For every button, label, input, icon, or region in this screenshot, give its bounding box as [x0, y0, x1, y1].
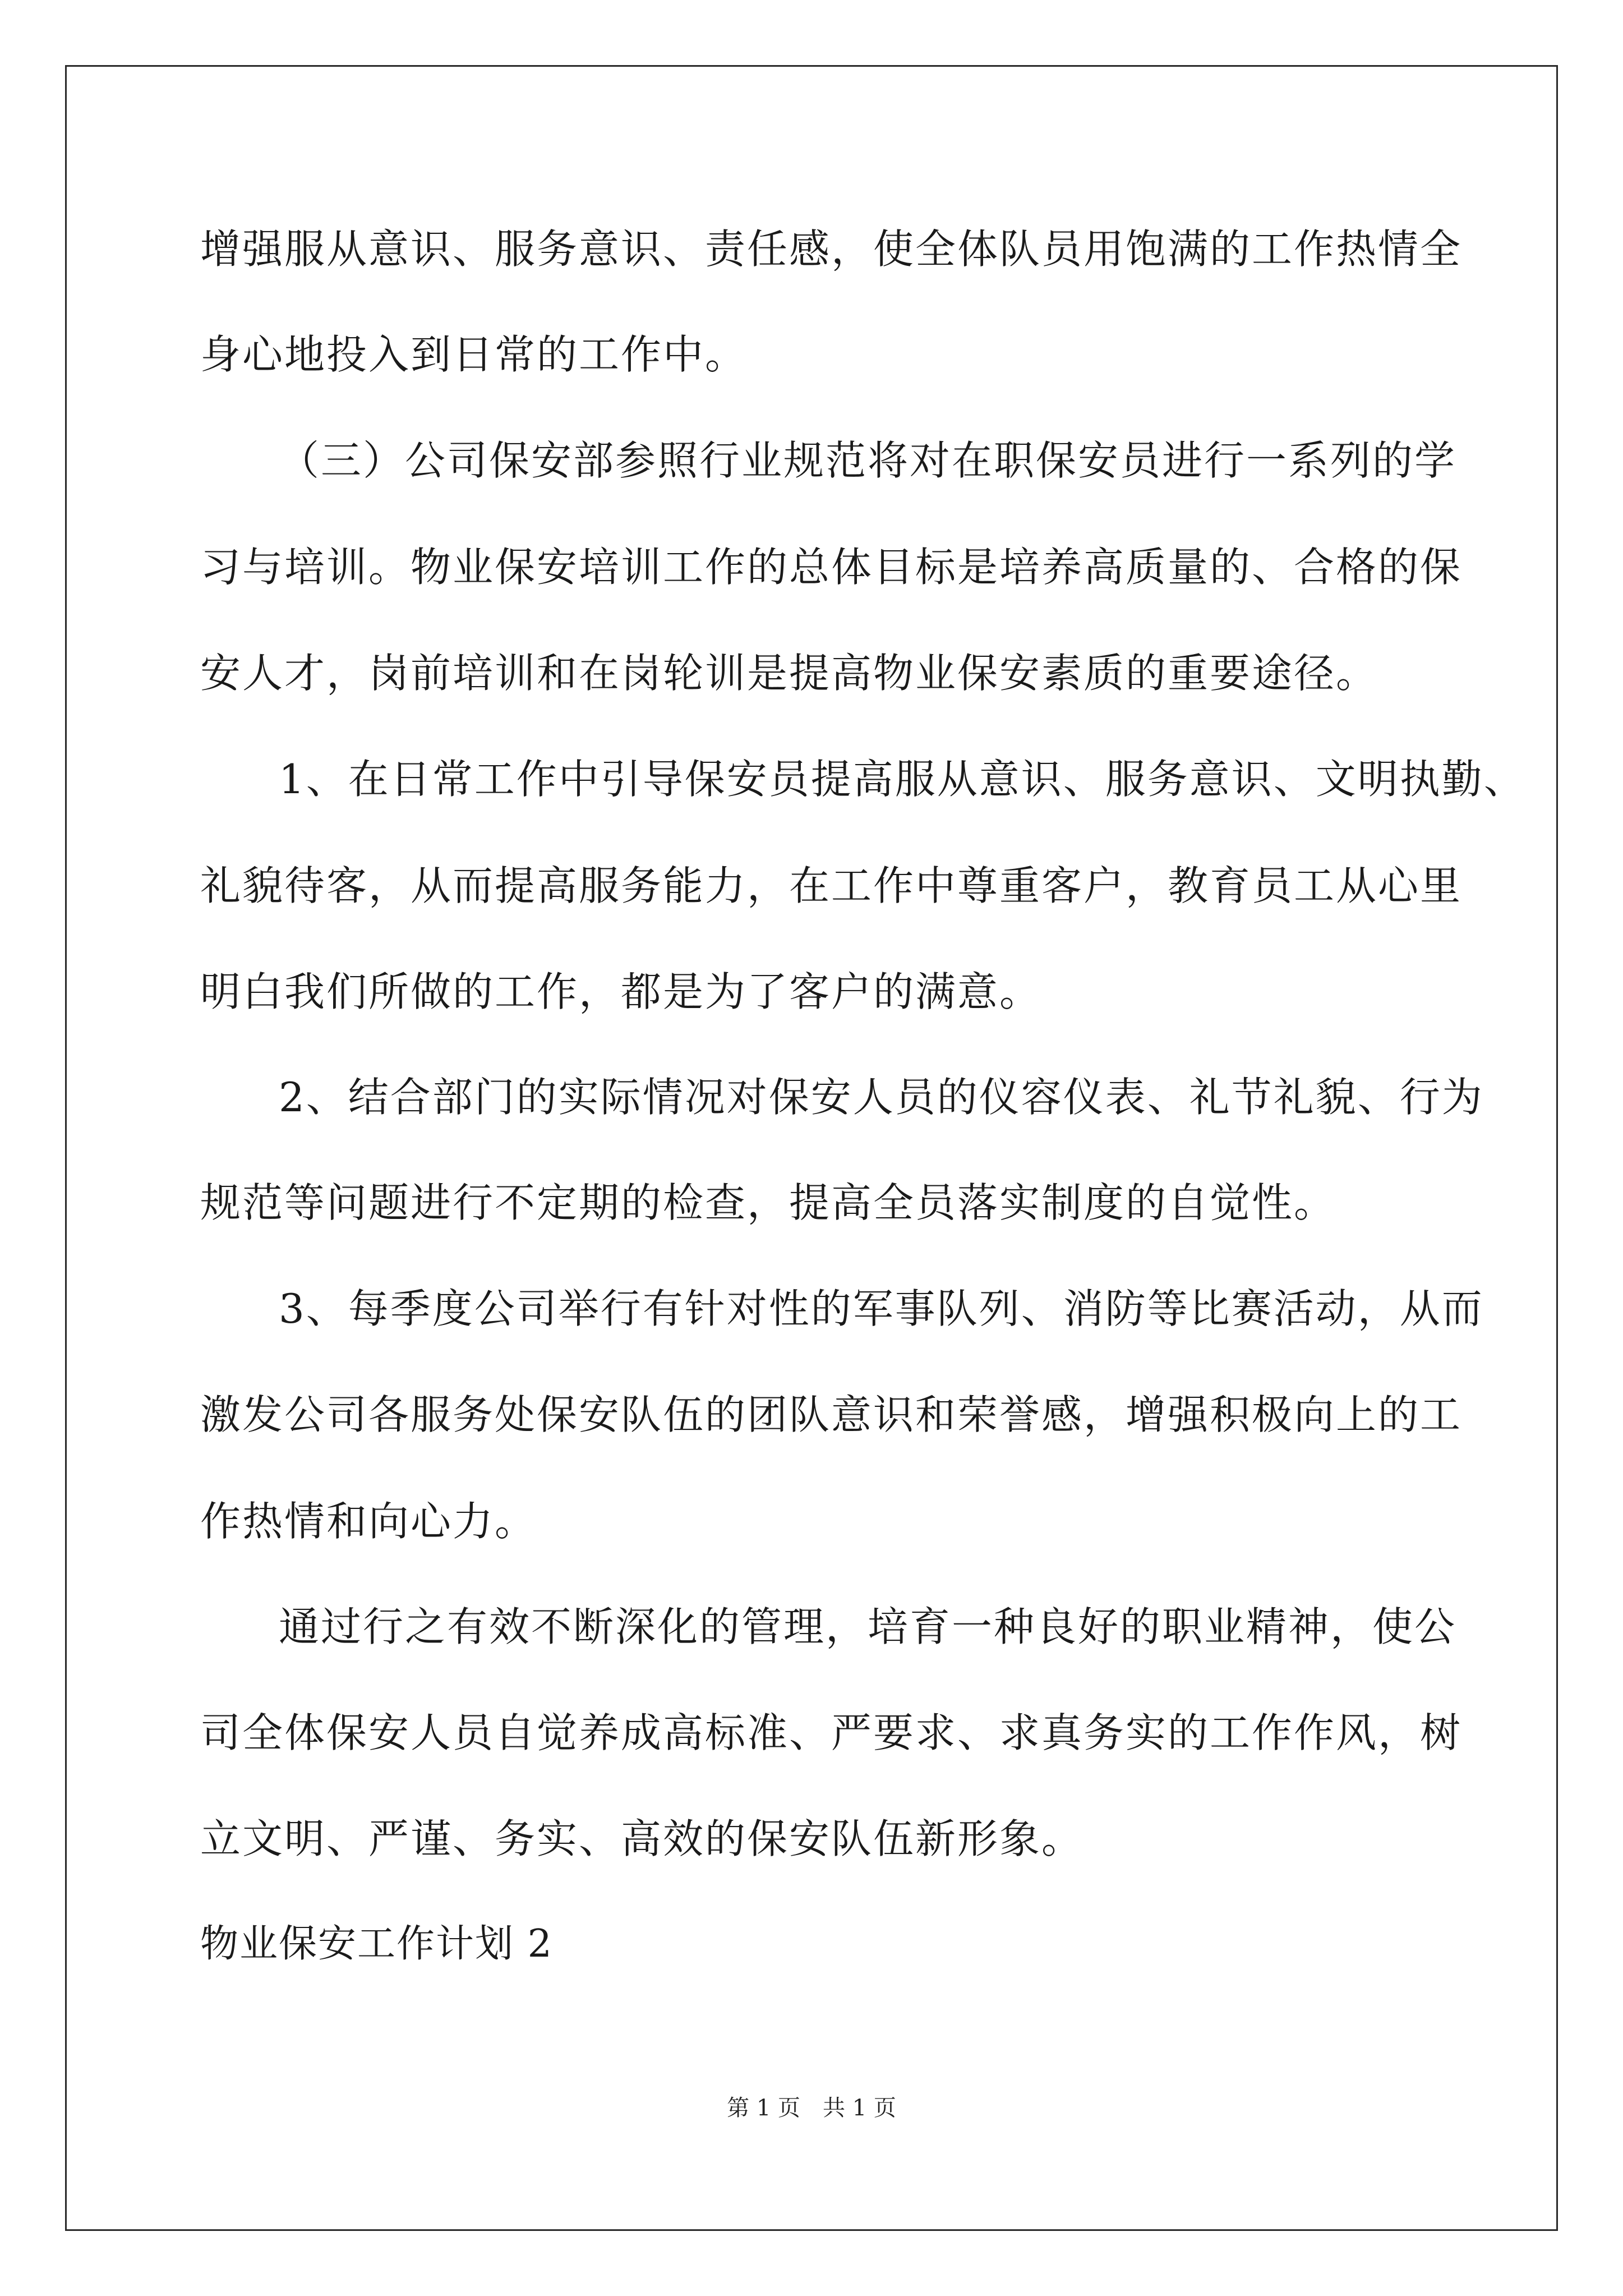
- paragraph-6-line-3: 立文明、严谨、务实、高效的保安队伍新形象。: [200, 1815, 1084, 1862]
- paragraph-3-line-3: 明白我们所做的工作，都是为了客户的满意。: [200, 968, 1042, 1015]
- paragraph-1-line-2: 身心地投入到日常的工作中。: [200, 331, 748, 378]
- page-border: [65, 65, 1558, 2231]
- page-number-footer: 第 1 页 共 1 页: [727, 2095, 896, 2121]
- paragraph-4-line-2: 规范等问题进行不定期的检查，提高全员落实制度的自觉性。: [200, 1179, 1336, 1226]
- paragraph-3-line-1: 1、在日常工作中引导保安员提高服从意识、服务意识、文明执勤、: [279, 756, 1526, 803]
- paragraph-2-line-1: （三）公司保安部参照行业规范将对在职保安员进行一系列的学: [279, 437, 1457, 484]
- paragraph-5-line-3: 作热情和向心力。: [200, 1498, 537, 1545]
- section-heading: 物业保安工作计划 2: [200, 1922, 553, 1966]
- paragraph-6-line-1: 通过行之有效不断深化的管理，培育一种良好的职业精神，使公: [279, 1603, 1457, 1650]
- paragraph-6-line-2: 司全体保安人员自觉养成高标准、严要求、求真务实的工作作风，树: [200, 1709, 1463, 1756]
- paragraph-5-line-2: 激发公司各服务处保安队伍的团队意识和荣誉感，增强积极向上的工: [200, 1391, 1463, 1438]
- paragraph-5-line-1: 3、每季度公司举行有针对性的军事队列、消防等比赛活动，从而: [279, 1285, 1484, 1332]
- paragraph-2-line-3: 安人才，岗前培训和在岗轮训是提高物业保安素质的重要途径。: [200, 650, 1378, 697]
- paragraph-3-line-2: 礼貌待客，从而提高服务能力，在工作中尊重客户，教育员工从心里: [200, 862, 1463, 909]
- paragraph-4-line-1: 2、结合部门的实际情况对保安人员的仪容仪表、礼节礼貌、行为: [279, 1074, 1484, 1121]
- paragraph-2-line-2: 习与培训。物业保安培训工作的总体目标是培养高质量的、合格的保: [200, 544, 1463, 591]
- paragraph-1-line-1: 增强服从意识、服务意识、责任感，使全体队员用饱满的工作热情全: [200, 226, 1463, 273]
